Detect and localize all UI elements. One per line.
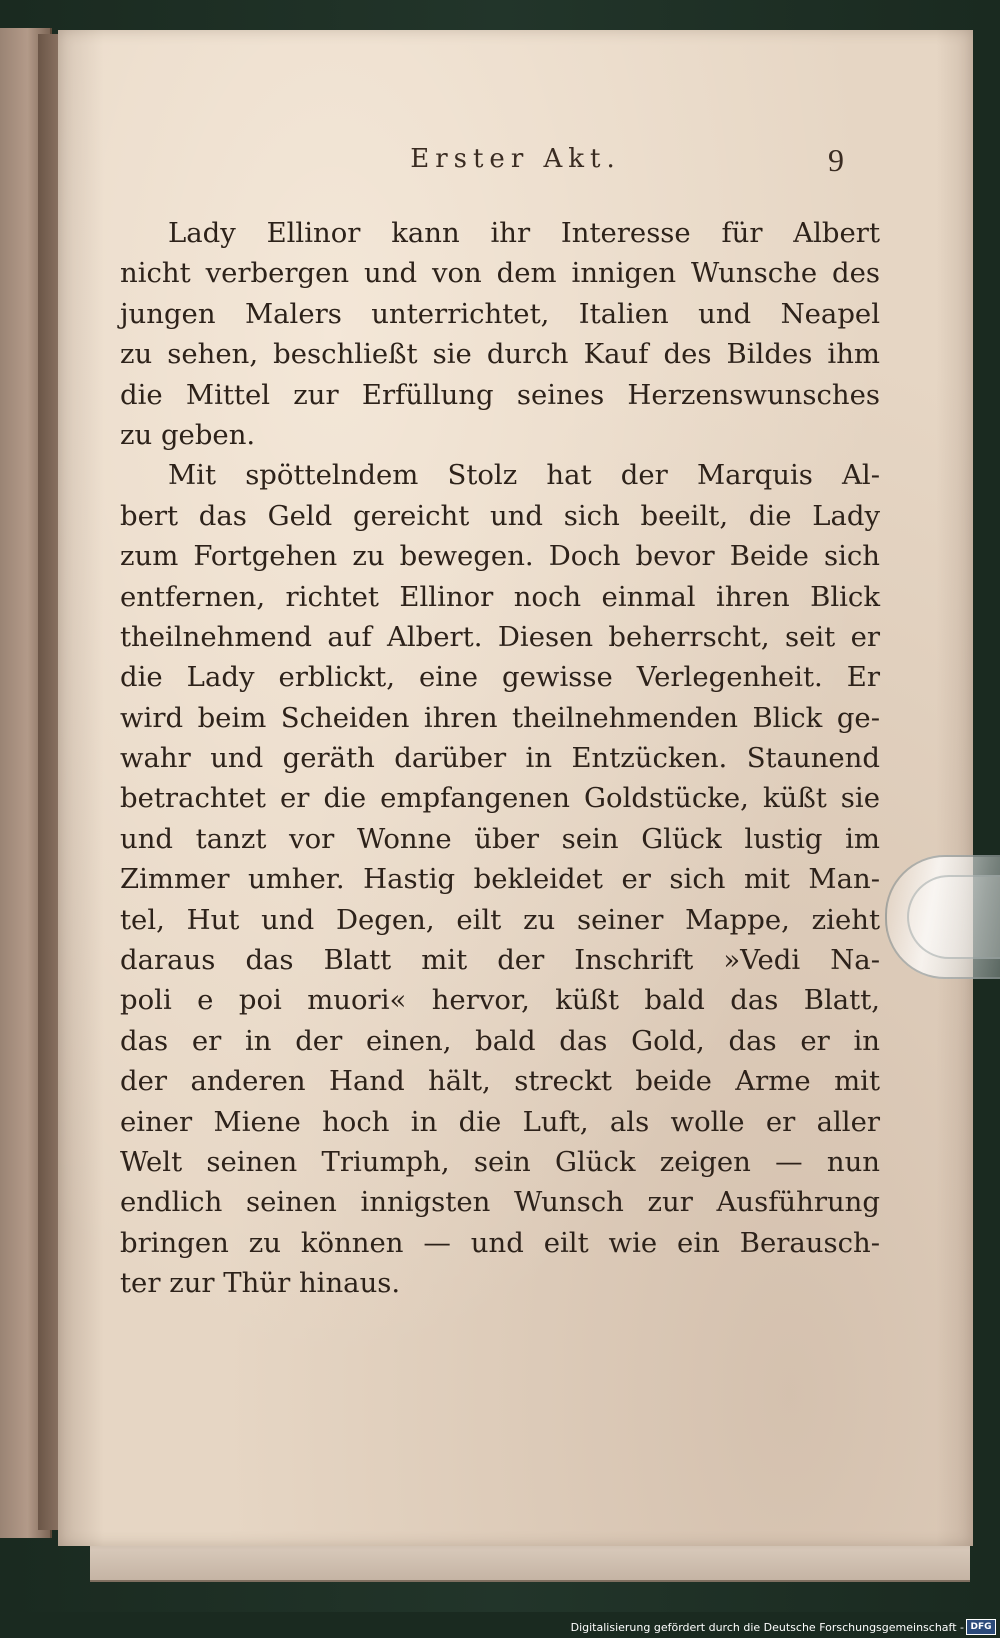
text-line: das er in der einen, bald das Gold, das er in (120, 1024, 880, 1057)
text-line: zu sehen, beschließt sie durch Kauf des Bildes ihm (120, 338, 880, 371)
text-line: tel, Hut und Degen, eilt zu seiner Mappe, zieht (120, 903, 880, 936)
text-line: zu geben. (120, 418, 256, 451)
text-line: der anderen Hand hält, streckt beide Arme mit (120, 1065, 880, 1098)
digitization-note: Digitalisierung gefördert durch die Deutsche Forschungsgemeinschaft - (570, 1621, 964, 1634)
text-line: bert das Geld gereicht und sich beeilt, die Lady (120, 499, 880, 532)
text-line: wird beim Scheiden ihren theilnehmenden Blick ge- (120, 701, 880, 734)
text-line: die Lady erblickt, eine gewisse Verlegenheit. Er (120, 661, 880, 694)
book-page (58, 30, 973, 1546)
text-line: Mit spöttelndem Stolz hat der Marquis Al- (168, 459, 880, 492)
text-line: bringen zu können — und eilt wie ein Berausch- (120, 1226, 880, 1259)
text-line: endlich seinen innigsten Wunsch zur Ausführung (120, 1186, 880, 1219)
text-line: theilnehmend auf Albert. Diesen beherrscht, seit er (120, 620, 880, 653)
page-clip-inner (907, 875, 1000, 959)
text-line: ter zur Thür hinaus. (120, 1267, 401, 1300)
text-line: einer Miene hoch in die Luft, als wolle er aller (120, 1105, 880, 1138)
body-text (120, 213, 880, 1304)
text-line: jungen Malers unterrichtet, Italien und Neapel (120, 297, 880, 330)
text-line: Welt seinen Triumph, sein Glück zeigen — nun (120, 1145, 880, 1178)
page-clip (885, 855, 1000, 979)
text-line: nicht verbergen und von dem innigen Wunsche des (120, 257, 880, 290)
page-number: 9 (828, 142, 844, 178)
text-line: entfernen, richtet Ellinor noch einmal ihren Blick (120, 580, 880, 613)
text-line: zum Fortgehen zu bewegen. Doch bevor Beide sich (120, 540, 880, 573)
text-line: poli e poi muori« hervor, küßt bald das Blatt, (120, 984, 880, 1017)
text-line: daraus das Blatt mit der Inschrift »Vedi Na- (120, 944, 880, 977)
dfg-logo: DFG (966, 1619, 996, 1635)
text-line: Zimmer umher. Hastig bekleidet er sich mit Man- (120, 863, 880, 896)
text-line: und tanzt vor Wonne über sein Glück lustig im (120, 822, 880, 855)
text-line: betrachtet er die empfangenen Goldstücke, küßt sie (120, 782, 880, 815)
text-line: Lady Ellinor kann ihr Interesse für Albert (168, 217, 880, 249)
text-line: die Mittel zur Erfüllung seines Herzenswunsches (120, 378, 880, 411)
book-gutter (38, 34, 60, 1530)
text-line: wahr und geräth darüber in Entzücken. Staunend (120, 742, 880, 775)
running-head: Erster Akt. (410, 144, 621, 174)
